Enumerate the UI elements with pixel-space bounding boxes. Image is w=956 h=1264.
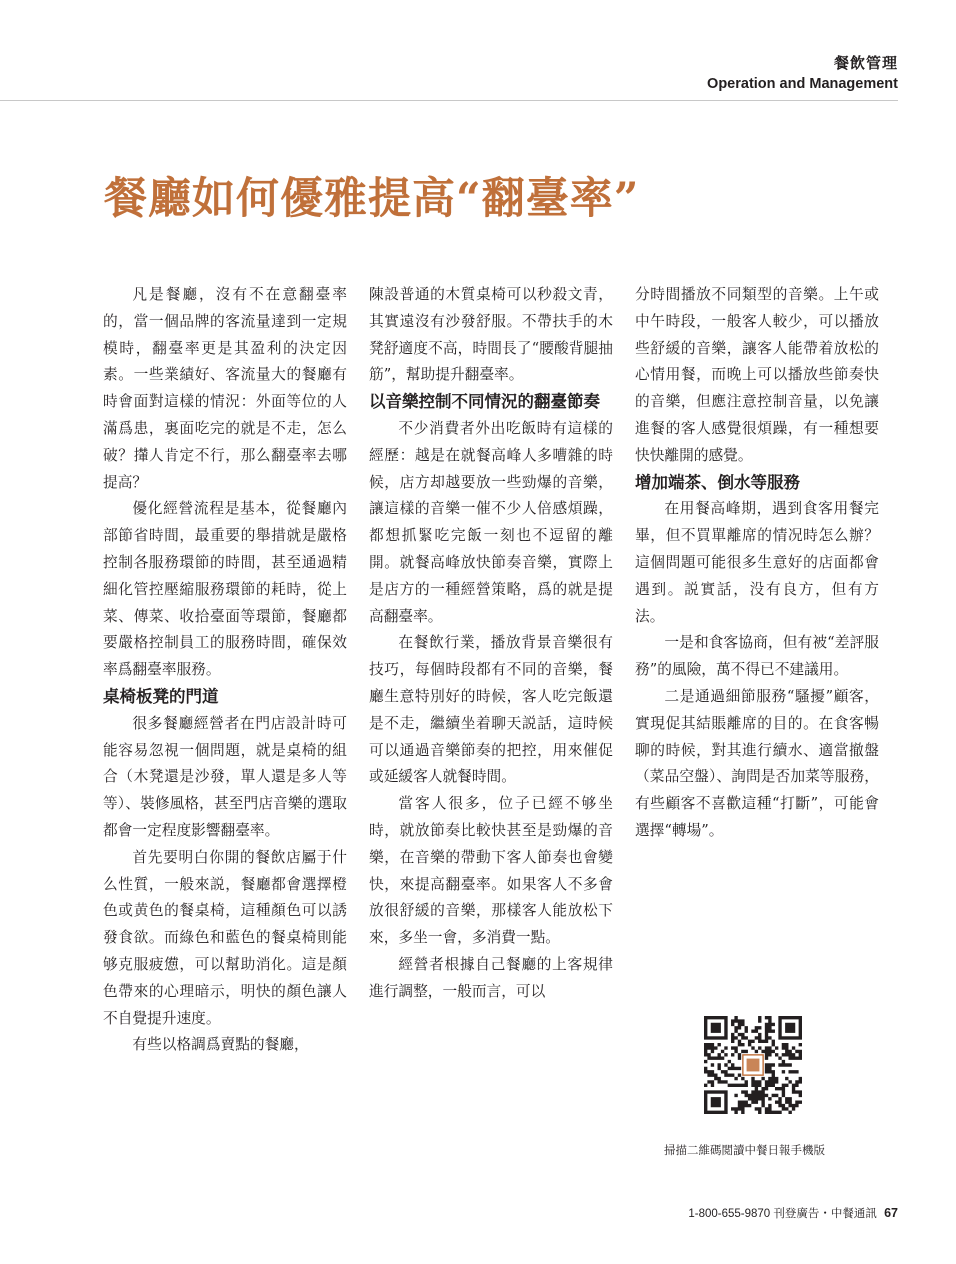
section-category-en: Operation and Management (707, 76, 898, 92)
paragraph: 首先要明白你開的餐飲店屬于什么性質，一般來説，餐廳都會選擇橙色或黄色的餐桌椅，這種顏色可以誘發食欲。而綠色和藍色的餐桌椅則能够克服疲憊，可以幫助消化。這是顏色帶來的心理暗示，明快的顏色讓人不自覺提升速度。 (103, 848, 347, 1027)
paragraph: 陳設普通的木質桌椅可以秒殺文青，其實遠沒有沙發舒服。不帶扶手的木凳舒適度不高，時間長了“腰酸背腿抽筋”，幫助提升翻臺率。 (369, 286, 613, 384)
paragraph: 不少消費者外出吃飯時有這樣的經歷：越是在就餐高峰人多嘈雜的時候，店方却越要放一些勁爆的音樂，讓這樣的音樂一催不少人倍感煩躁，都想抓緊吃完飯一刻也不逗留的離開。就餐高峰放快節奏音樂，實際上是店方的一種經營策略，爲的就是提高翻臺率。 (369, 419, 613, 625)
section-heading: 桌椅板凳的門道 (103, 686, 219, 706)
qr-finder-pattern (704, 1016, 728, 1040)
article-column-1 (103, 282, 347, 1059)
paragraph: 經營者根據自己餐廳的上客規律進行調整，一般而言，可以 (369, 955, 613, 1000)
paragraph: 很多餐廳經營者在門店設計時可能容易忽視一個問題，就是桌椅的組合（木凳還是沙發，單人還是多人等等）、裝修風格，甚至門店音樂的選取都會一定程度影響翻臺率。 (103, 714, 347, 839)
paragraph: 有些以格調爲賣點的餐廳， (132, 1036, 309, 1054)
paragraph: 分時間播放不同類型的音樂。上午或中午時段，一般客人較少，可以播放些舒緩的音樂，讓客人能帶着放松的心情用餐，而晚上可以播放些節奏快的音樂，但應注意控制音量，以免讓進餐的客人感覺很煩躁，有一種想要快快離開的感覺。 (635, 286, 879, 464)
paragraph: 二是通過細節服務“騷擾”顧客，實現促其結賬離席的目的。在食客暢聊的時候，對其進行續水、適當撤盤（菜品空盤）、詢問是否加菜等服務，有些顧客不喜歡這種“打斷”，可能會選擇“轉場”。 (635, 687, 879, 839)
section-heading: 以音樂控制不同情況的翻臺節奏 (369, 392, 600, 412)
paragraph: 在餐飲行業，播放背景音樂很有技巧，每個時段都有不同的音樂，餐廳生意特別好的時候，客人吃完飯還是不走，繼續坐着聊天説話，這時候可以通過音樂節奏的把控，用來催促或延緩客人就餐時間。 (369, 634, 613, 786)
article-title: 餐廳如何優雅提高“翻臺率” (104, 173, 640, 224)
article-column-3 (635, 282, 879, 845)
header-divider (0, 100, 898, 101)
paragraph: 在用餐高峰期，遇到食客用餐完畢，但不買單離席的情况時怎么辦？這個問題可能很多生意好的店面都會遇到。説實話，没有良方，但有方法。 (635, 500, 879, 625)
qr-finder-pattern (704, 1090, 728, 1114)
qr-code-graphic (704, 1016, 802, 1114)
qr-caption: 掃描二維碼閲讀中餐日報手機版 (664, 1143, 825, 1157)
article-column-2 (369, 282, 613, 1006)
page-footer (688, 1205, 898, 1221)
page-number: 67 (884, 1206, 898, 1220)
qr-code-icon[interactable] (704, 1016, 802, 1114)
section-heading: 增加端茶、倒水等服務 (635, 472, 800, 492)
section-category-zh: 餐飲管理 (833, 54, 898, 72)
paragraph: 一是和食客協商，但有被“差評服務”的風險，萬不得已不建議用。 (635, 634, 879, 679)
footer-tagline: 刊登廣告・中餐通訊 (773, 1206, 877, 1220)
paragraph: 優化經營流程是基本，從餐廳內部節省時間，最重要的舉措就是嚴格控制各服務環節的時間，甚至通過精細化管控壓縮服務環節的耗時，從上菜、傳菜、收拾臺面等環節，餐廳都要嚴格控制員工的服務時間，確保效率爲翻臺率服務。 (103, 500, 347, 679)
footer-phone: 1-800-655-9870 (688, 1208, 771, 1220)
paragraph: 當客人很多，位子已經不够坐時，就放節奏比較快甚至是勁爆的音樂，在音樂的帶動下客人節奏也會變快，來提高翻臺率。如果客人不多會放很舒緩的音樂，那樣客人能放松下來，多坐一會，多消費一點。 (369, 795, 613, 947)
qr-finder-pattern (778, 1016, 802, 1040)
paragraph: 凡是餐廳，沒有不在意翻臺率的，當一個品牌的客流量達到一定規模時，翻臺率更是其盈利的決定因素。一些業績好、客流量大的餐廳有時會面對這樣的情況：外面等位的人滿爲患，裏面吃完的就是不走，怎么破？攆人肯定不行，那么翻臺率去哪提高？ (103, 286, 347, 491)
qr-center-logo-mark (747, 1059, 760, 1072)
